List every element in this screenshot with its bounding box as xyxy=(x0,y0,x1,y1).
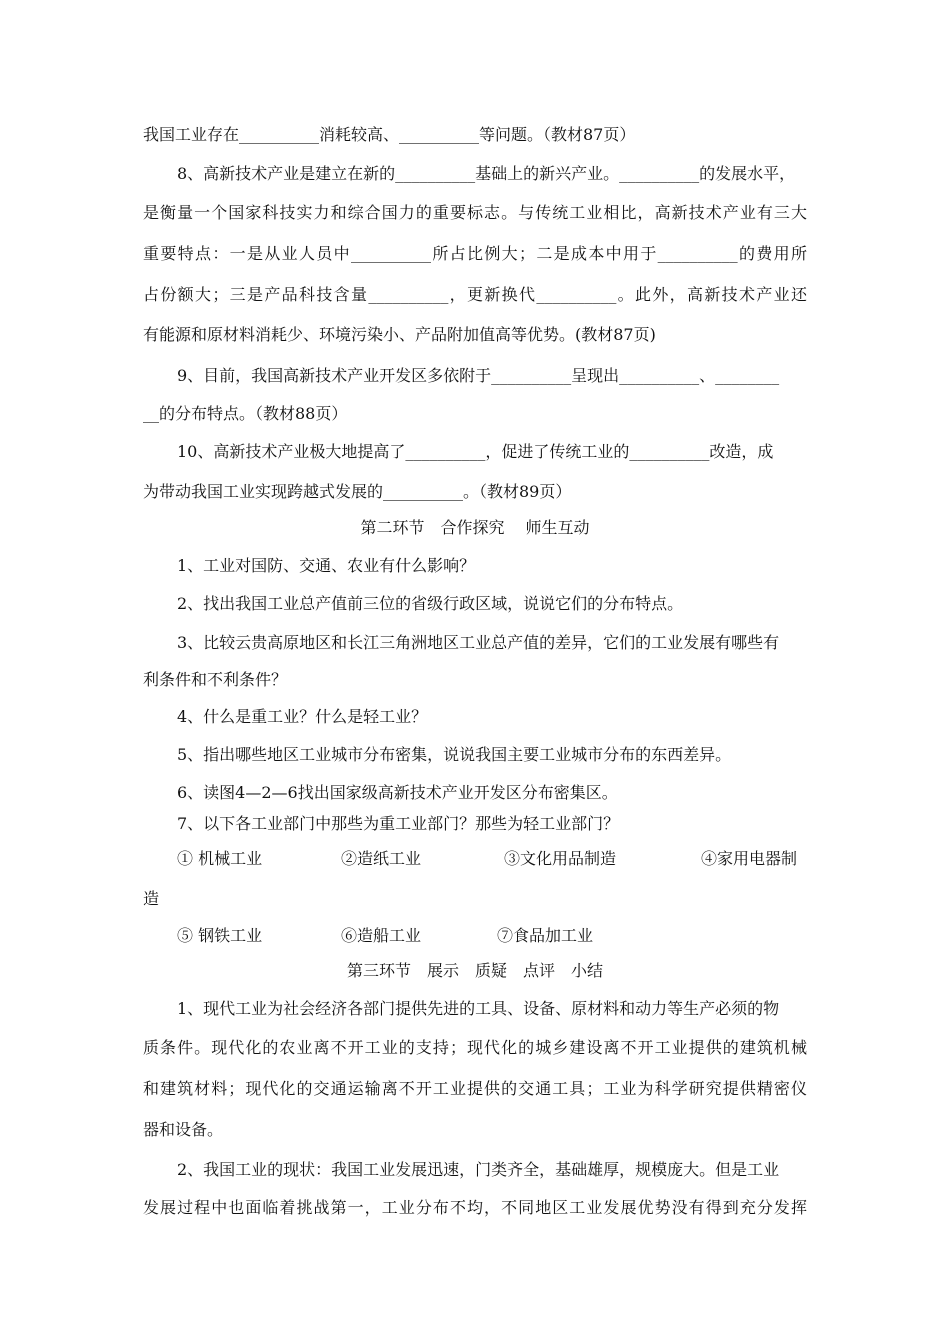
text-line: 利条件和不利条件？ xyxy=(143,670,288,689)
text-line: 质条件。现代化的农业离不开工业的支持；现代化的城乡建设离不开工业提供的建筑机械 xyxy=(143,1038,807,1057)
text-line: 是衡量一个国家科技实力和综合国力的重要标志。与传统工业相比，高新技术产业有三大 xyxy=(143,203,807,222)
discussion-item-6: 6、读图4—2—6找出国家级高新技术产业开发区分布密集区。 xyxy=(177,783,618,802)
discussion-item-4: 4、什么是重工业？什么是轻工业？ xyxy=(177,707,428,726)
option-item: ③文化用品制造 xyxy=(504,849,617,868)
option-item: ⑥造船工业 xyxy=(341,926,422,945)
text-line: 为带动我国工业实现跨越式发展的__________。（教材89页） xyxy=(143,482,572,501)
summary-item-1: 1、现代工业为社会经济各部门提供先进的工具、设备、原材料和动力等生产必须的物 xyxy=(177,999,780,1018)
text-line: 和建筑材料；现代化的交通运输离不开工业提供的交通工具；工业为科学研究提供精密仪 xyxy=(143,1079,807,1098)
section-heading-2: 第二环节 合作探究 师生互动 xyxy=(360,518,590,537)
question-9: 9、目前，我国高新技术产业开发区多依附于__________呈现出__________、________ xyxy=(177,366,780,385)
option-item: ②造纸工业 xyxy=(341,849,422,868)
question-10: 10、高新技术产业极大地提高了__________，促进了传统工业的__________改造，成 xyxy=(177,442,774,461)
option-item: ⑦食品加工业 xyxy=(497,926,594,945)
text-line: 造 xyxy=(143,889,160,908)
discussion-item-7: 7、以下各工业部门中那些为重工业部门？那些为轻工业部门？ xyxy=(177,814,620,833)
text-line: 有能源和原材料消耗少、环境污染小、产品附加值高等优势。(教材87页) xyxy=(143,325,656,344)
text-line: 发展过程中也面临着挑战第一，工业分布不均，不同地区工业发展优势没有得到充分发挥 xyxy=(143,1198,807,1217)
section-heading-3: 第三环节 展示 质疑 点评 小结 xyxy=(346,961,603,980)
discussion-item-1: 1、工业对国防、交通、农业有什么影响？ xyxy=(177,556,476,575)
text-line: 器和设备。 xyxy=(143,1120,224,1139)
text-line: 占份额大；三是产品科技含量__________，更新换代__________。此外，高新技术产业还 xyxy=(143,285,807,304)
option-item: ⑤ 钢铁工业 xyxy=(177,926,263,945)
text-line: 我国工业存在__________消耗较高、__________等问题。（教材87页） xyxy=(143,125,636,144)
question-8: 8、高新技术产业是建立在新的__________基础上的新兴产业。__________的发展水平， xyxy=(177,164,796,183)
option-item: ④家用电器制 xyxy=(701,849,798,868)
summary-item-2: 2、我国工业的现状：我国工业发展迅速，门类齐全，基础雄厚，规模庞大。但是工业 xyxy=(177,1160,780,1179)
text-line: __的分布特点。（教材88页） xyxy=(143,404,348,423)
text-line: 重要特点：一是从业人员中__________所占比例大；二是成本中用于__________的费用所 xyxy=(143,244,807,263)
discussion-item-2: 2、找出我国工业总产值前三位的省级行政区域，说说它们的分布特点。 xyxy=(177,594,684,613)
discussion-item-5: 5、指出哪些地区工业城市分布密集，说说我国主要工业城市分布的东西差异。 xyxy=(177,745,732,764)
discussion-item-3: 3、比较云贵高原地区和长江三角洲地区工业总产值的差异，它们的工业发展有哪些有 xyxy=(177,633,780,652)
option-item: ① 机械工业 xyxy=(177,849,263,868)
